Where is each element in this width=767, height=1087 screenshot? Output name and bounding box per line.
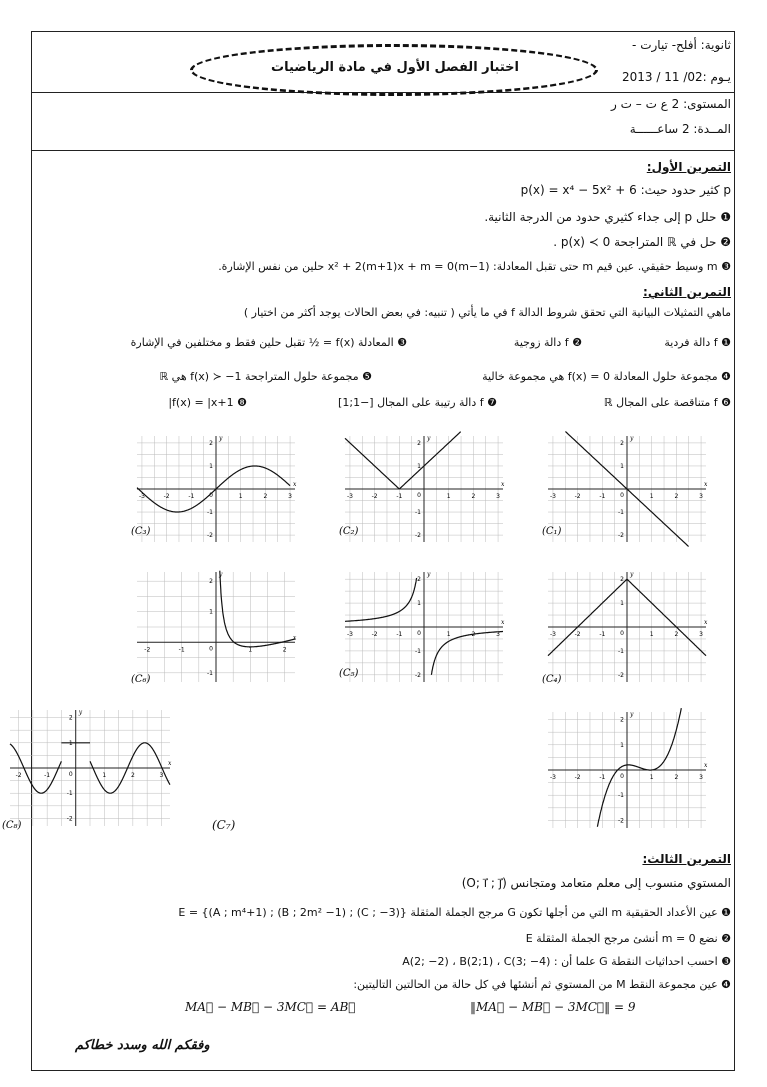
y-tick-label: -1	[415, 647, 421, 655]
ex2-item-8: ❽ f(x) = |x+1|	[168, 396, 247, 409]
x-tick-label: -2	[163, 493, 170, 500]
y-tick-label: 2	[620, 439, 624, 447]
origin-label: 0	[620, 492, 624, 499]
origin-label: 0	[209, 645, 213, 653]
x-axis-name: x	[168, 760, 172, 767]
y-tick-label: -2	[618, 532, 624, 540]
exam-date: يـوم :02/ 11 / 2013	[622, 70, 731, 84]
graph-c4	[538, 562, 716, 692]
y-tick-label: 2	[209, 578, 213, 586]
x-tick-label: 2	[674, 631, 679, 638]
graph-c2-svg	[335, 426, 513, 552]
x-tick-label: -1	[599, 493, 606, 500]
y-tick-label: 2	[620, 716, 624, 724]
x-axis-name: x	[704, 619, 708, 626]
x-tick-label: 2	[130, 772, 135, 779]
y-axis-name: y	[219, 435, 223, 442]
x-tick-label: 1	[446, 631, 451, 638]
x-tick-label: -1	[396, 631, 403, 638]
x-tick-label: -2	[371, 493, 378, 500]
graph-label: (C₄)	[542, 674, 562, 685]
y-tick-label: 2	[209, 439, 213, 447]
x-tick-label: -1	[396, 493, 403, 500]
ex3-q2: ❷ نضع m = 0 أنشئ مرجح الجملة المثقلة E	[525, 932, 731, 945]
ex1-title: التمرين الأول:	[646, 160, 731, 174]
y-tick-label: 1	[620, 462, 624, 470]
curve	[220, 571, 295, 647]
exam-title: اختبار الفصل الأول في مادة الرياضيات	[271, 60, 519, 75]
graph-c6	[127, 562, 305, 692]
ex3-title: التمرين الثالث:	[642, 852, 731, 866]
y-tick-label: -1	[207, 509, 213, 517]
graph-c8	[0, 700, 180, 836]
x-tick-label: -3	[138, 493, 145, 500]
x-tick-label: 2	[471, 631, 476, 638]
x-tick-label: -2	[574, 493, 581, 500]
x-tick-label: 1	[446, 493, 451, 500]
ex1-intro: p كثير حدود حيث: p(x) = x⁴ − 5x² + 6	[520, 183, 731, 197]
graph-c1-svg	[538, 426, 716, 552]
ex3-q3: ❸ احسب احداثيات النقطة G علما أن : A(2; −2) ، B(2;1) ، C(3; −4)	[402, 955, 731, 968]
ex1-q1: ❶ حلل p إلى جداء كثيري حدود من الدرجة الثانية.	[484, 210, 731, 224]
x-tick-label: 2	[263, 493, 268, 500]
graph-label: (C₂)	[339, 526, 359, 537]
y-tick-label: 1	[620, 600, 624, 608]
y-tick-label: 2	[620, 576, 624, 584]
y-tick-label: -2	[415, 671, 421, 679]
y-tick-label: 1	[209, 608, 213, 616]
graph-c3-svg	[127, 426, 305, 552]
ex2-item-4: ❹ مجموعة حلول المعادلة f(x) = 0 هي مجموعة خالية	[482, 370, 731, 383]
x-tick-label: -2	[371, 631, 378, 638]
y-tick-label: -1	[618, 647, 624, 655]
x-tick-label: 3	[699, 631, 703, 638]
y-tick-label: 2	[68, 714, 73, 722]
x-axis-name: x	[293, 634, 297, 642]
ex2-title: التمرين الثاني:	[643, 285, 731, 299]
x-tick-label: 3	[288, 493, 292, 500]
x-tick-label: 1	[238, 493, 243, 500]
x-tick-label: -1	[188, 493, 195, 500]
ex3-cond-2: MA⃗ − MB⃗ − 3MC⃗ = AB⃗	[185, 1000, 356, 1014]
y-axis-name: y	[427, 435, 431, 442]
x-axis-name: x	[704, 481, 708, 488]
y-tick-label: 1	[68, 739, 73, 747]
y-axis-name: y	[78, 709, 83, 716]
curve	[431, 632, 503, 675]
ex2-item-5: ❺ مجموعة حلول المتراجحة f(x) ≻ −1 هي ℝ	[159, 370, 372, 383]
y-tick-label: -2	[207, 532, 213, 540]
x-tick-label: 2	[674, 493, 679, 500]
graph-c4-svg	[538, 562, 716, 692]
y-axis-name: y	[219, 571, 223, 578]
x-axis-name: x	[501, 481, 505, 488]
y-tick-label: -1	[618, 509, 624, 517]
y-tick-label: 1	[417, 600, 421, 608]
duration: المــدة: 2 ساعــــــة	[629, 122, 731, 136]
origin-label: 0	[620, 630, 624, 637]
x-tick-label: 2	[674, 774, 679, 781]
x-tick-label: 1	[649, 631, 654, 638]
x-tick-label: 2	[471, 493, 476, 500]
x-tick-label: 3	[496, 631, 500, 638]
x-tick-label: -3	[549, 774, 556, 781]
ex2-item-6: ❻ f متناقصة على المجال ℝ	[603, 396, 731, 409]
y-tick-label: -1	[207, 669, 213, 677]
graph-c1	[538, 426, 716, 552]
x-tick-label: -2	[574, 631, 581, 638]
signature: وفقكم الله وسدد خطاكم	[75, 1038, 210, 1053]
x-tick-label: 3	[159, 772, 164, 779]
y-axis-name: y	[630, 435, 634, 442]
ex3-q4: ❹ عين مجموعة النقط M من المستوي ثم أنشئها في كل حالة من الحالتين التاليتين:	[353, 978, 731, 991]
ex2-item-3: ❸ المعادلة f(x) = ½ تقبل حلين فقط و مختلفين في الإشارة	[130, 336, 407, 349]
x-tick-label: -2	[144, 646, 151, 654]
ex1-q2: ❷ حل في ℝ المتراجحة p(x) ≺ 0 .	[553, 235, 731, 249]
graph-c7-svg	[538, 702, 716, 838]
graph-c8-svg	[0, 700, 180, 836]
y-tick-label: -2	[415, 532, 421, 540]
y-tick-label: -1	[415, 509, 421, 517]
x-tick-label: 1	[102, 772, 107, 779]
y-axis-name: y	[630, 711, 634, 718]
origin-label: 0	[68, 771, 73, 778]
origin-label: 0	[417, 492, 421, 499]
y-axis-name: y	[630, 571, 634, 578]
graph-c3	[127, 426, 305, 552]
origin-label: 0	[209, 492, 213, 499]
graph-c2	[335, 426, 513, 552]
x-tick-label: -1	[178, 646, 185, 654]
x-tick-label: 3	[496, 493, 500, 500]
y-tick-label: 2	[417, 439, 421, 447]
x-tick-label: 1	[248, 646, 253, 654]
y-tick-label: 1	[417, 462, 421, 470]
graph-c7	[538, 702, 716, 838]
x-tick-label: -3	[549, 493, 556, 500]
x-axis-name: x	[704, 762, 708, 769]
x-axis-name: x	[501, 619, 505, 626]
x-tick-label: -2	[574, 774, 581, 781]
x-tick-label: -1	[44, 772, 51, 779]
y-tick-label: -1	[66, 790, 73, 798]
x-tick-label: 3	[699, 774, 703, 781]
x-tick-label: 2	[282, 646, 287, 654]
y-tick-label: -2	[66, 815, 73, 823]
y-tick-label: 1	[209, 462, 213, 470]
y-tick-label: 1	[620, 741, 624, 749]
graph-c6-svg	[127, 562, 305, 692]
curve	[10, 744, 61, 793]
ex3-intro: المستوي منسوب إلى معلم متعامد ومتجانس (O; i⃗ ; j⃗)	[461, 876, 731, 890]
x-tick-label: 3	[699, 493, 703, 500]
ex3-cond-1: ‖MA⃗ − MB⃗ − 3MC⃗‖ = 9	[470, 1000, 636, 1014]
level: المستوى: 2 ع ت – ت ر	[611, 97, 731, 111]
ex2-item-7: ❼ f دالة رتيبة على المجال [−1;1]	[338, 396, 497, 409]
x-axis-name: x	[293, 481, 297, 488]
header-divider-2	[31, 150, 735, 151]
ex2-item-1: ❶ f دالة فردية	[664, 336, 731, 349]
graph-c5	[335, 562, 513, 692]
x-tick-label: -3	[346, 631, 353, 638]
origin-label: 0	[620, 773, 624, 780]
origin-label: 0	[417, 630, 421, 637]
x-tick-label: -2	[15, 772, 22, 779]
ex2-item-2: ❷ f دالة زوجية	[513, 336, 582, 349]
graph-label: (C₈)	[2, 820, 22, 831]
graph-label: (C₃)	[131, 526, 151, 537]
school-name: ثانوية: أفلح- تيارت -	[632, 38, 731, 52]
y-axis-name: y	[427, 571, 431, 578]
y-tick-label: -2	[618, 671, 624, 679]
graph-label: (C₅)	[339, 668, 359, 679]
graph-label: (C₁)	[542, 526, 562, 537]
y-tick-label: 2	[417, 576, 421, 584]
y-tick-label: -1	[618, 792, 624, 800]
ex2-intro: ماهي التمثيلات البيانية التي تحقق شروط الدالة f في ما يأتي ( تنبيه: في بعض الحالات يوجد أكثر من اختيار )	[243, 306, 731, 319]
graph-label: (C₆)	[131, 674, 151, 685]
x-tick-label: -3	[549, 631, 556, 638]
ex3-q1: ❶ عين الأعداد الحقيقية m التي من أجلها تكون G مرجح الجملة المثقلة E = {(A ; m⁴+1) ; (B ; 2m² −1) ; (C ; −3)}	[178, 906, 731, 919]
y-tick-label: -2	[618, 817, 624, 825]
graph-c7-label: (C₇)	[212, 818, 236, 832]
x-tick-label: -1	[599, 774, 606, 781]
graph-c5-svg	[335, 562, 513, 692]
ex1-q3: ❸ m وسيط حقيقي. عين قيم m حتى تقبل المعادلة: (m−1)x² + 2(m+1)x + m = 0 حلين من نفس الإشارة.	[218, 260, 731, 273]
x-tick-label: 1	[649, 774, 654, 781]
x-tick-label: -1	[599, 631, 606, 638]
x-tick-label: -3	[346, 493, 353, 500]
x-tick-label: 1	[649, 493, 654, 500]
